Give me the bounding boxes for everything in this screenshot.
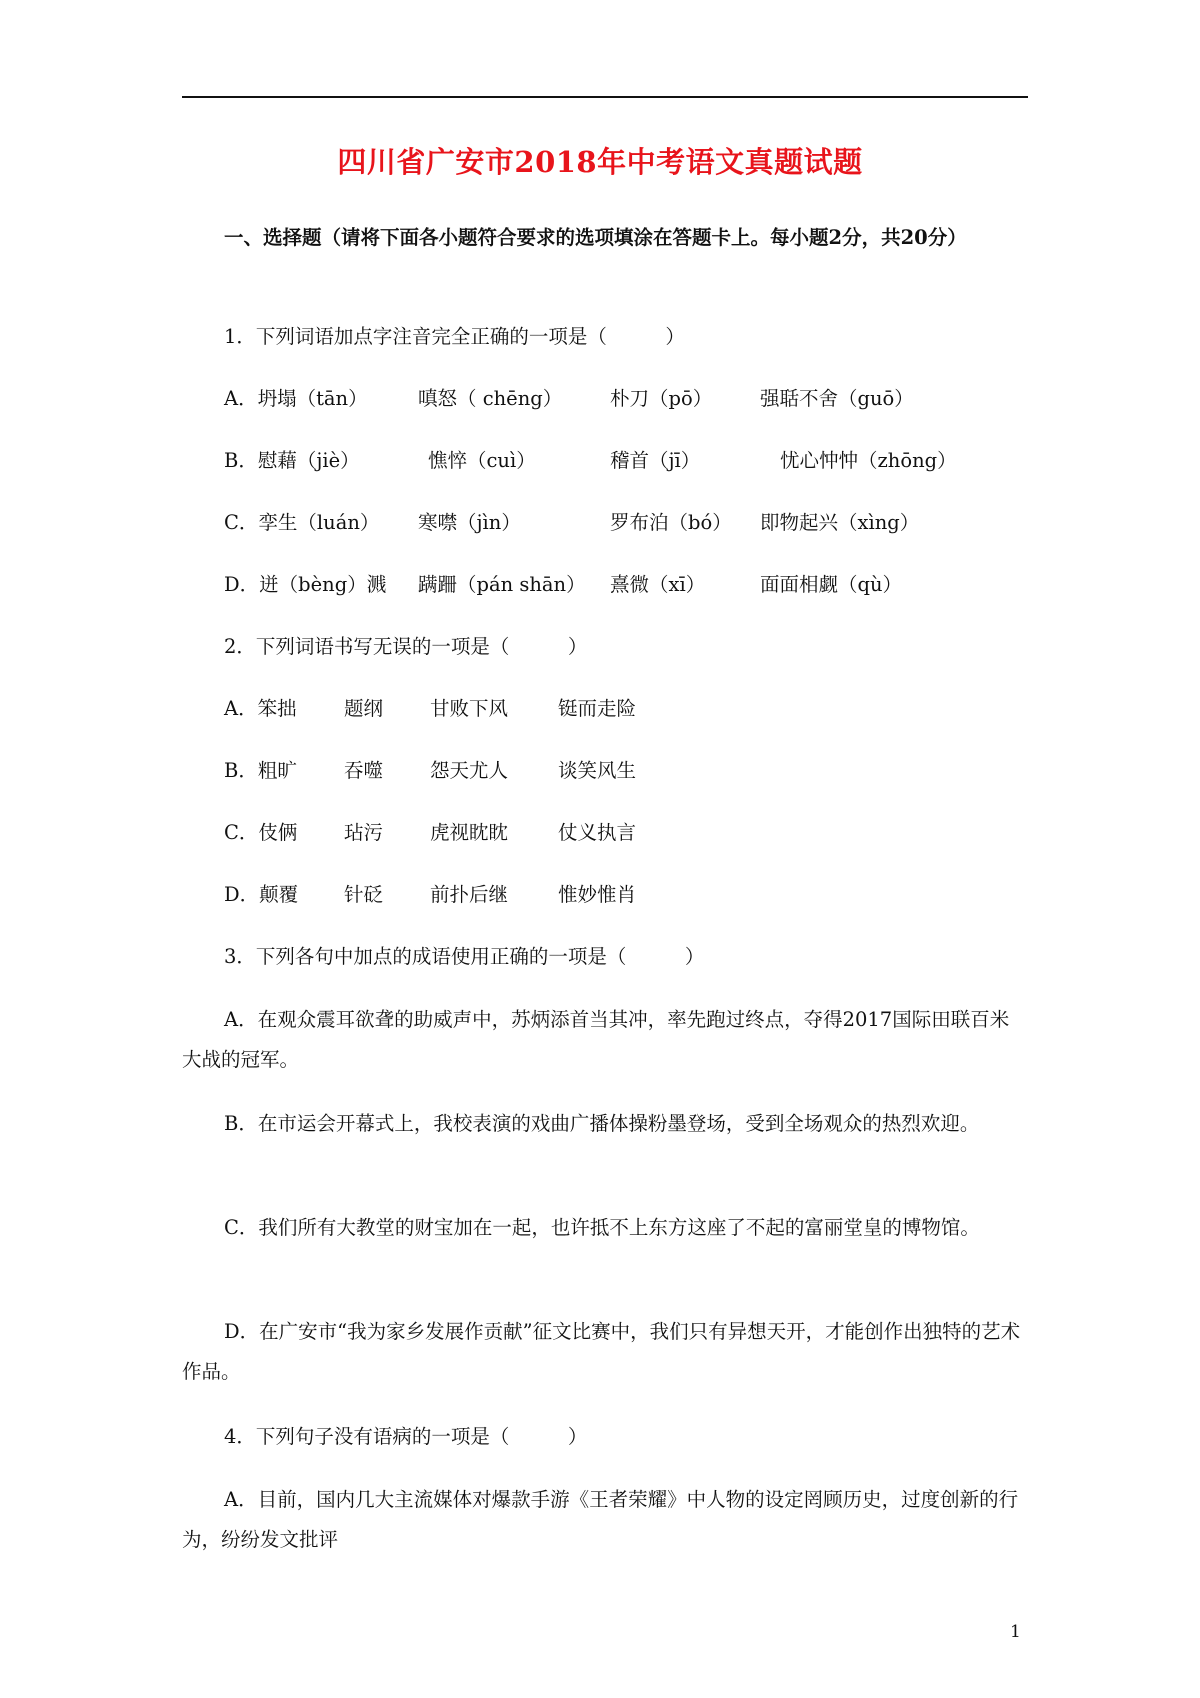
page-number: 1 (1010, 1622, 1021, 1642)
option-cell: 惟妙惟肖 (558, 883, 637, 906)
option-cell: 铤而走险 (558, 697, 637, 720)
option-cell: A．坍塌（tān） (224, 387, 368, 410)
option-cell: 蹒跚（pán shān） (418, 573, 586, 596)
option-cell: 甘败下风 (430, 697, 509, 720)
q3-stem: 3．下列各句中加点的成语使用正确的一项是（ ） (224, 945, 705, 968)
option-cell: 忧心忡忡（zhōng） (780, 449, 957, 472)
option-cell: 寒噤（jìn） (418, 511, 521, 534)
option-cell: C．孪生（luán） (224, 511, 380, 534)
header-rule (182, 96, 1028, 98)
option-cell: 虎视眈眈 (430, 821, 509, 844)
q4-stem: 4．下列句子没有语病的一项是（ ） (224, 1425, 588, 1448)
option-cell: 面面相觑（qù） (760, 573, 903, 596)
q1-stem: 1．下列词语加点字注音完全正确的一项是（ ） (224, 325, 685, 348)
option-cell: 谈笑风生 (558, 759, 637, 782)
option-cell: 前扑后继 (430, 883, 509, 906)
option-cell: 仗义执言 (558, 821, 637, 844)
option-cell: 强聒不舍（guō） (760, 387, 914, 410)
option-cell: 罗布泊（bó） (610, 511, 732, 534)
q3-option-a: A．在观众震耳欲聋的助威声中，苏炳添首当其冲，率先跑过终点，夺得2017国际田联百米大战的冠军。 (182, 1008, 1010, 1071)
option-cell: 吞噬 (344, 759, 384, 782)
option-cell: 针砭 (344, 883, 384, 906)
q2-stem: 2．下列词语书写无误的一项是（ ） (224, 635, 588, 658)
option-cell: D．迸（bèng）溅 (224, 573, 387, 596)
option-cell: A．笨拙 (224, 697, 297, 720)
q4-option-a: A．目前，国内几大主流媒体对爆款手游《王者荣耀》中人物的设定罔顾历史，过度创新的行为，纷纷发文批评 (182, 1488, 1019, 1551)
option-cell: B．慰藉（jiè） (224, 449, 360, 472)
option-cell: 朴刀（pō） (610, 387, 713, 410)
option-cell: 嗔怒（ chēng） (418, 387, 563, 410)
option-cell: 怨天尤人 (430, 759, 509, 782)
q3-option-c: C．我们所有大教堂的财宝加在一起，也许抵不上东方这座了不起的富丽堂皇的博物馆。 (224, 1216, 980, 1239)
option-cell: 熹微（xī） (610, 573, 706, 596)
option-cell: 题纲 (344, 697, 384, 720)
q3-option-d: D．在广安市“我为家乡发展作贡献”征文比赛中，我们只有异想天开，才能创作出独特的艺术作品。 (182, 1320, 1021, 1383)
option-cell: 玷污 (344, 821, 384, 844)
option-cell: D．颠覆 (224, 883, 299, 906)
option-cell: 稽首（jī） (610, 449, 701, 472)
option-cell: C．伎俩 (224, 821, 298, 844)
section-heading: 一、选择题（请将下面各小题符合要求的选项填涂在答题卡上。每小题2分，共20分） (224, 226, 967, 249)
option-cell: 憔悴（cuì） (428, 449, 536, 472)
q3-option-b: B．在市运会开幕式上，我校表演的戏曲广播体操粉墨登场，受到全场观众的热烈欢迎。 (224, 1112, 980, 1135)
option-cell: B．粗旷 (224, 759, 297, 782)
option-cell: 即物起兴（xìng） (760, 511, 920, 534)
page-title: 四川省广安市2018年中考语文真题试题 (337, 145, 863, 179)
